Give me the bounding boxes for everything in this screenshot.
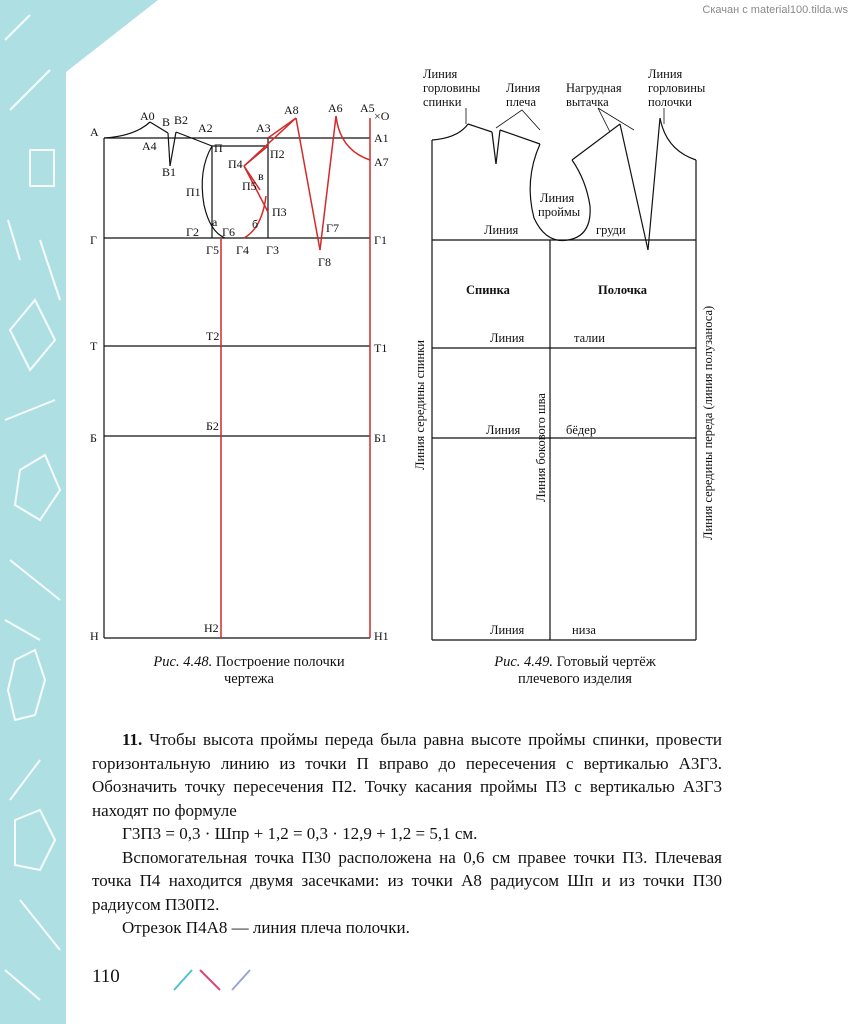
fig48-caption: [104, 654, 394, 688]
fig48-label-G6: Г6: [222, 225, 235, 239]
fig48-label-N1: Н1: [374, 629, 389, 643]
fig48-label-G2: Г2: [186, 225, 199, 239]
fig49-armhole-2: проймы: [538, 205, 581, 219]
fig49-armhole-1: Линия: [540, 191, 575, 205]
fig48-label-P: П: [214, 141, 223, 155]
fig48-label-A0: А0: [140, 109, 155, 123]
paragraph-2: Вспомогательная точка П30 расположена на 0,6 см правее точки П3. Плечевая точка П4 находится двумя засечками: из точки А8 радиусом Шп и из точки П30 радиусом П30П2.: [92, 847, 722, 914]
fig48-label-G7: Г7: [326, 221, 339, 235]
fig49-caption-line2: плечевого изделия: [518, 671, 632, 687]
fig49-hip-left: Линия: [486, 423, 521, 437]
footer-deco-strokes: [170, 968, 260, 992]
fig48-label-P3: П3: [272, 205, 287, 219]
fig49-caption-line1: Готовый чертёж: [556, 654, 656, 670]
fig49-hip-right: бёдер: [566, 423, 597, 437]
fig49-shoulder-2: плеча: [506, 95, 536, 109]
fig48-label-T1: Т1: [374, 341, 388, 355]
fig48-label-G1: Г1: [374, 233, 387, 247]
fig48-caption-line1: Построение полочки: [215, 654, 345, 670]
formula: Г3П3 = 0,3 · Шпр + 1,2 = 0,3 · 12,9 + 1,2 = 5,1 см.: [122, 824, 478, 843]
fig48-caption-num: Рис. 4.48.: [153, 654, 213, 670]
fig49-neck-front-2: горловины: [648, 81, 706, 95]
watermark: Скачан с material100.tilda.ws: [702, 4, 848, 16]
fig48-label-xO: ×О: [374, 109, 390, 123]
fig48-label-b: б: [252, 217, 259, 231]
fig49-chest-left: Линия: [484, 223, 519, 237]
fig48-label-B1b: Б1: [374, 431, 387, 445]
fig48-label-A6: А6: [328, 101, 343, 115]
fig48-label-G4: Г4: [236, 243, 249, 257]
fig49-waist-left: Линия: [490, 331, 525, 345]
fig49-dart-1: Нагрудная: [566, 81, 622, 95]
fig48-label-Bb: Б: [90, 431, 97, 445]
fig49-caption-num: Рис. 4.49.: [494, 654, 554, 670]
fig49-caption: [440, 654, 710, 688]
fig49-shoulder-1: Линия: [506, 81, 541, 95]
fig49-center-back: Линия середины спинки: [413, 340, 427, 470]
fig49-neck-front-1: Линия: [648, 67, 683, 81]
fig49-neck-back-1: Линия: [423, 67, 458, 81]
fig48-label-A: А: [90, 125, 99, 139]
fig48-label-T: Т: [90, 339, 98, 353]
fig49-dart-2: вытачка: [566, 95, 609, 109]
fig48-label-A1: А1: [374, 131, 389, 145]
fig48-label-B1: В1: [162, 165, 177, 179]
fig49-side-seam: Линия бокового шва: [534, 393, 548, 502]
fig48-label-P4: П4: [228, 157, 243, 171]
fig48-label-A4: А4: [142, 139, 157, 153]
fig49-hem-left: Линия: [490, 623, 525, 637]
fig48-caption-line2: чертежа: [223, 671, 274, 687]
fig48-construction: [104, 122, 370, 638]
fig48-label-G: Г: [90, 233, 97, 247]
fig48-label-G8: Г8: [318, 255, 331, 269]
fig48-label-N: Н: [90, 629, 99, 643]
fig49-neck-front-3: полочки: [648, 95, 692, 109]
fig48-label-G3: Г3: [266, 243, 279, 257]
fig49-hem-right: низа: [572, 623, 596, 637]
fig48-label-B2: В2: [174, 113, 189, 127]
fig49-neck-back-3: спинки: [423, 95, 462, 109]
fig48-label-A8: А8: [284, 103, 299, 117]
fig48-label-a: а: [212, 215, 218, 229]
fig48-label-A5: А5: [360, 101, 375, 115]
fig49-center-front: Линия середины переда (линия полузаноса): [701, 305, 715, 540]
body-text: [92, 728, 722, 940]
fig48-label-G5: Г5: [206, 243, 219, 257]
fig48-label-P2: П2: [270, 147, 285, 161]
fig48-label-A2: А2: [198, 121, 213, 135]
fig49-waist-right: талии: [574, 331, 605, 345]
fig48-label-A7: А7: [374, 155, 389, 169]
fig48-red-construction: [221, 116, 370, 638]
paragraph-3: Отрезок П4А8 — линия плеча полочки.: [122, 918, 410, 937]
fig49-callouts: [466, 108, 664, 132]
paragraph-1: Чтобы высота проймы переда была равна высоте проймы спинки, провести горизонтальную линию из точки П вправо до пересечения с вертикалью А3Г3. Обозначить точку пересечения П2. Точку касания проймы П3 с вертикалью А3Г3 находят по формуле: [92, 730, 723, 820]
fig49-chest-right: груди: [596, 223, 626, 237]
fig49-front: Полочка: [598, 283, 648, 297]
fig49-neck-back-2: горловины: [423, 81, 481, 95]
fig48-label-B2b: Б2: [206, 419, 219, 433]
fig48-label-T2: Т2: [206, 329, 220, 343]
fig48-label-P1: П1: [186, 185, 201, 199]
fig49-back: Спинка: [466, 283, 510, 297]
fig48-label-A3: А3: [256, 121, 271, 135]
item-number: 11.: [122, 730, 143, 749]
fig48-label-B: В: [162, 115, 171, 129]
fig48-label-N2: Н2: [204, 621, 219, 635]
fig48-label-P5: П5: [242, 179, 257, 193]
fig48-label-v: в: [258, 169, 264, 183]
page-number: 110: [92, 966, 120, 987]
